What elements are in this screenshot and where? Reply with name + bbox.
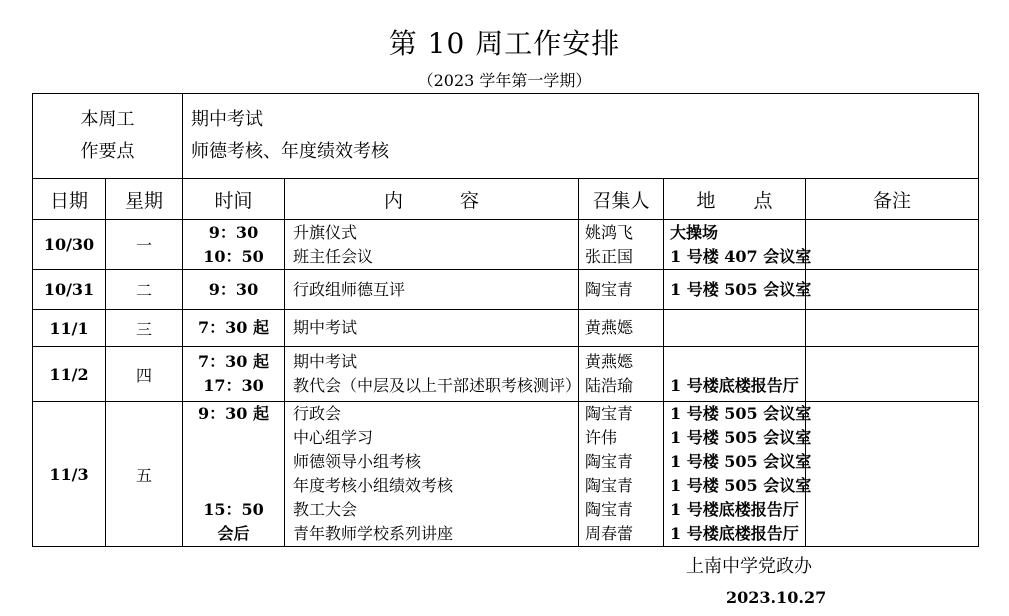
convener-line: 周春蕾 bbox=[585, 524, 634, 543]
convener-line: 陶宝青 bbox=[585, 476, 634, 495]
focus-label-cell bbox=[33, 94, 183, 179]
location-cell bbox=[664, 220, 812, 270]
convener-line: 陶宝青 bbox=[585, 452, 634, 471]
location-cell bbox=[664, 402, 812, 547]
convener-line: 陶宝青 bbox=[585, 279, 634, 299]
date-cell: 11/2 bbox=[33, 347, 106, 402]
location-line bbox=[670, 316, 805, 340]
focus-row bbox=[33, 94, 979, 179]
focus-item: 期中考试 bbox=[191, 109, 263, 130]
location-cell bbox=[664, 310, 806, 347]
remark-cell bbox=[806, 402, 979, 547]
location-line: 1 号楼 505 会议室 bbox=[670, 428, 812, 447]
content-cell bbox=[285, 220, 579, 270]
location-cell bbox=[664, 270, 812, 310]
date-cell: 10/31 bbox=[33, 270, 106, 310]
header-content: 内 容 bbox=[285, 179, 579, 220]
content-cell bbox=[285, 347, 582, 402]
schedule-rows bbox=[33, 220, 979, 547]
time-line: 9：30 bbox=[208, 222, 259, 242]
time-line: 7：30 起 bbox=[198, 352, 269, 371]
time-cell bbox=[183, 220, 285, 270]
content-line: 教工大会 bbox=[293, 500, 358, 519]
time-line: 10：50 bbox=[203, 246, 264, 266]
time-line bbox=[183, 426, 284, 450]
content-line: 青年教师学校系列讲座 bbox=[293, 524, 454, 543]
table-row bbox=[33, 220, 979, 270]
time-cell bbox=[183, 270, 285, 310]
weekday-cell: 一 bbox=[106, 220, 183, 270]
header-row bbox=[33, 179, 979, 220]
focus-label-line1: 本周工 bbox=[80, 109, 135, 130]
weekday-cell: 五 bbox=[106, 402, 183, 547]
time-cell bbox=[183, 310, 285, 347]
convener-cell bbox=[579, 220, 664, 270]
time-cell bbox=[183, 402, 285, 547]
location-line: 1 号楼 505 会议室 bbox=[670, 476, 812, 495]
location-line bbox=[670, 350, 805, 374]
content-line: 行政组师德互评 bbox=[293, 279, 406, 299]
location-line: 大操场 bbox=[670, 222, 719, 242]
weekday-cell: 四 bbox=[106, 347, 183, 402]
focus-items-cell bbox=[183, 94, 979, 179]
table-row bbox=[33, 402, 979, 547]
convener-cell bbox=[579, 310, 664, 347]
convener-cell bbox=[579, 347, 664, 402]
content-cell bbox=[285, 402, 579, 547]
focus-item: 师德考核、年度绩效考核 bbox=[191, 141, 389, 162]
remark-cell bbox=[806, 347, 979, 402]
date-cell: 10/30 bbox=[33, 220, 106, 270]
convener-line: 黄燕嫕 bbox=[585, 318, 634, 337]
table-row bbox=[33, 347, 979, 402]
content-line: 升旗仪式 bbox=[293, 222, 358, 242]
time-line bbox=[183, 474, 284, 498]
time-line: 9：30 起 bbox=[198, 404, 269, 423]
location-cell bbox=[664, 347, 806, 402]
location-line: 1 号楼 505 会议室 bbox=[670, 279, 812, 299]
convener-line: 陶宝青 bbox=[585, 500, 634, 519]
location-line: 1 号楼 505 会议室 bbox=[670, 404, 812, 423]
date-cell: 11/3 bbox=[33, 402, 106, 547]
content-line: 行政会 bbox=[293, 404, 342, 423]
time-line: 会后 bbox=[217, 524, 250, 543]
location-line: 1 号楼 407 会议室 bbox=[670, 246, 812, 266]
header-remark: 备注 bbox=[806, 179, 979, 220]
issue-date: 2023.10.27 bbox=[726, 588, 827, 607]
content-line: 班主任会议 bbox=[293, 246, 374, 266]
remark-cell bbox=[806, 270, 979, 310]
content-cell bbox=[285, 270, 579, 310]
location-line: 1 号楼 505 会议室 bbox=[670, 452, 812, 471]
convener-line: 黄燕嫕 bbox=[585, 352, 634, 371]
content-cell bbox=[285, 310, 579, 347]
page-subtitle: （2023 学年第一学期） bbox=[417, 71, 592, 90]
location-line: 1 号楼底楼报告厅 bbox=[670, 376, 799, 395]
convener-line: 陆浩瑜 bbox=[585, 376, 634, 395]
convener-line: 姚鸿飞 bbox=[585, 222, 634, 242]
time-line bbox=[183, 450, 284, 474]
time-line: 7：30 起 bbox=[198, 318, 269, 337]
time-cell bbox=[183, 347, 285, 402]
table-row bbox=[33, 270, 979, 310]
weekday-cell: 三 bbox=[106, 310, 183, 347]
convener-cell bbox=[579, 402, 664, 547]
table-row bbox=[33, 310, 979, 347]
header-weekday: 星期 bbox=[106, 179, 183, 220]
time-line: 17：30 bbox=[203, 376, 264, 395]
content-line: 师德领导小组考核 bbox=[293, 452, 422, 471]
date-cell: 11/1 bbox=[33, 310, 106, 347]
focus-label-line2: 作要点 bbox=[80, 141, 135, 162]
weekday-cell: 二 bbox=[106, 270, 183, 310]
time-line: 15：50 bbox=[203, 500, 264, 519]
convener-line: 许伟 bbox=[585, 428, 618, 447]
page-title: 第 10 周工作安排 bbox=[388, 27, 621, 60]
schedule-table bbox=[32, 93, 979, 547]
remark-cell bbox=[806, 220, 979, 270]
header-date: 日期 bbox=[33, 179, 106, 220]
location-line: 1 号楼底楼报告厅 bbox=[670, 500, 799, 519]
location-line: 1 号楼底楼报告厅 bbox=[670, 524, 799, 543]
header-convener: 召集人 bbox=[579, 179, 664, 220]
time-line: 9：30 bbox=[208, 279, 259, 299]
content-line: 期中考试 bbox=[293, 318, 358, 337]
header-location: 地 点 bbox=[664, 179, 806, 220]
convener-cell bbox=[579, 270, 664, 310]
remark-cell bbox=[806, 310, 979, 347]
convener-line: 张正国 bbox=[585, 246, 634, 266]
signature: 上南中学党政办 bbox=[686, 556, 812, 577]
convener-line: 陶宝青 bbox=[585, 404, 634, 423]
content-line: 教代会（中层及以上干部述职考核测评） bbox=[293, 376, 582, 395]
content-line: 期中考试 bbox=[293, 352, 358, 371]
content-line: 中心组学习 bbox=[293, 428, 374, 447]
header-time: 时间 bbox=[183, 179, 285, 220]
content-line: 年度考核小组绩效考核 bbox=[293, 476, 454, 495]
